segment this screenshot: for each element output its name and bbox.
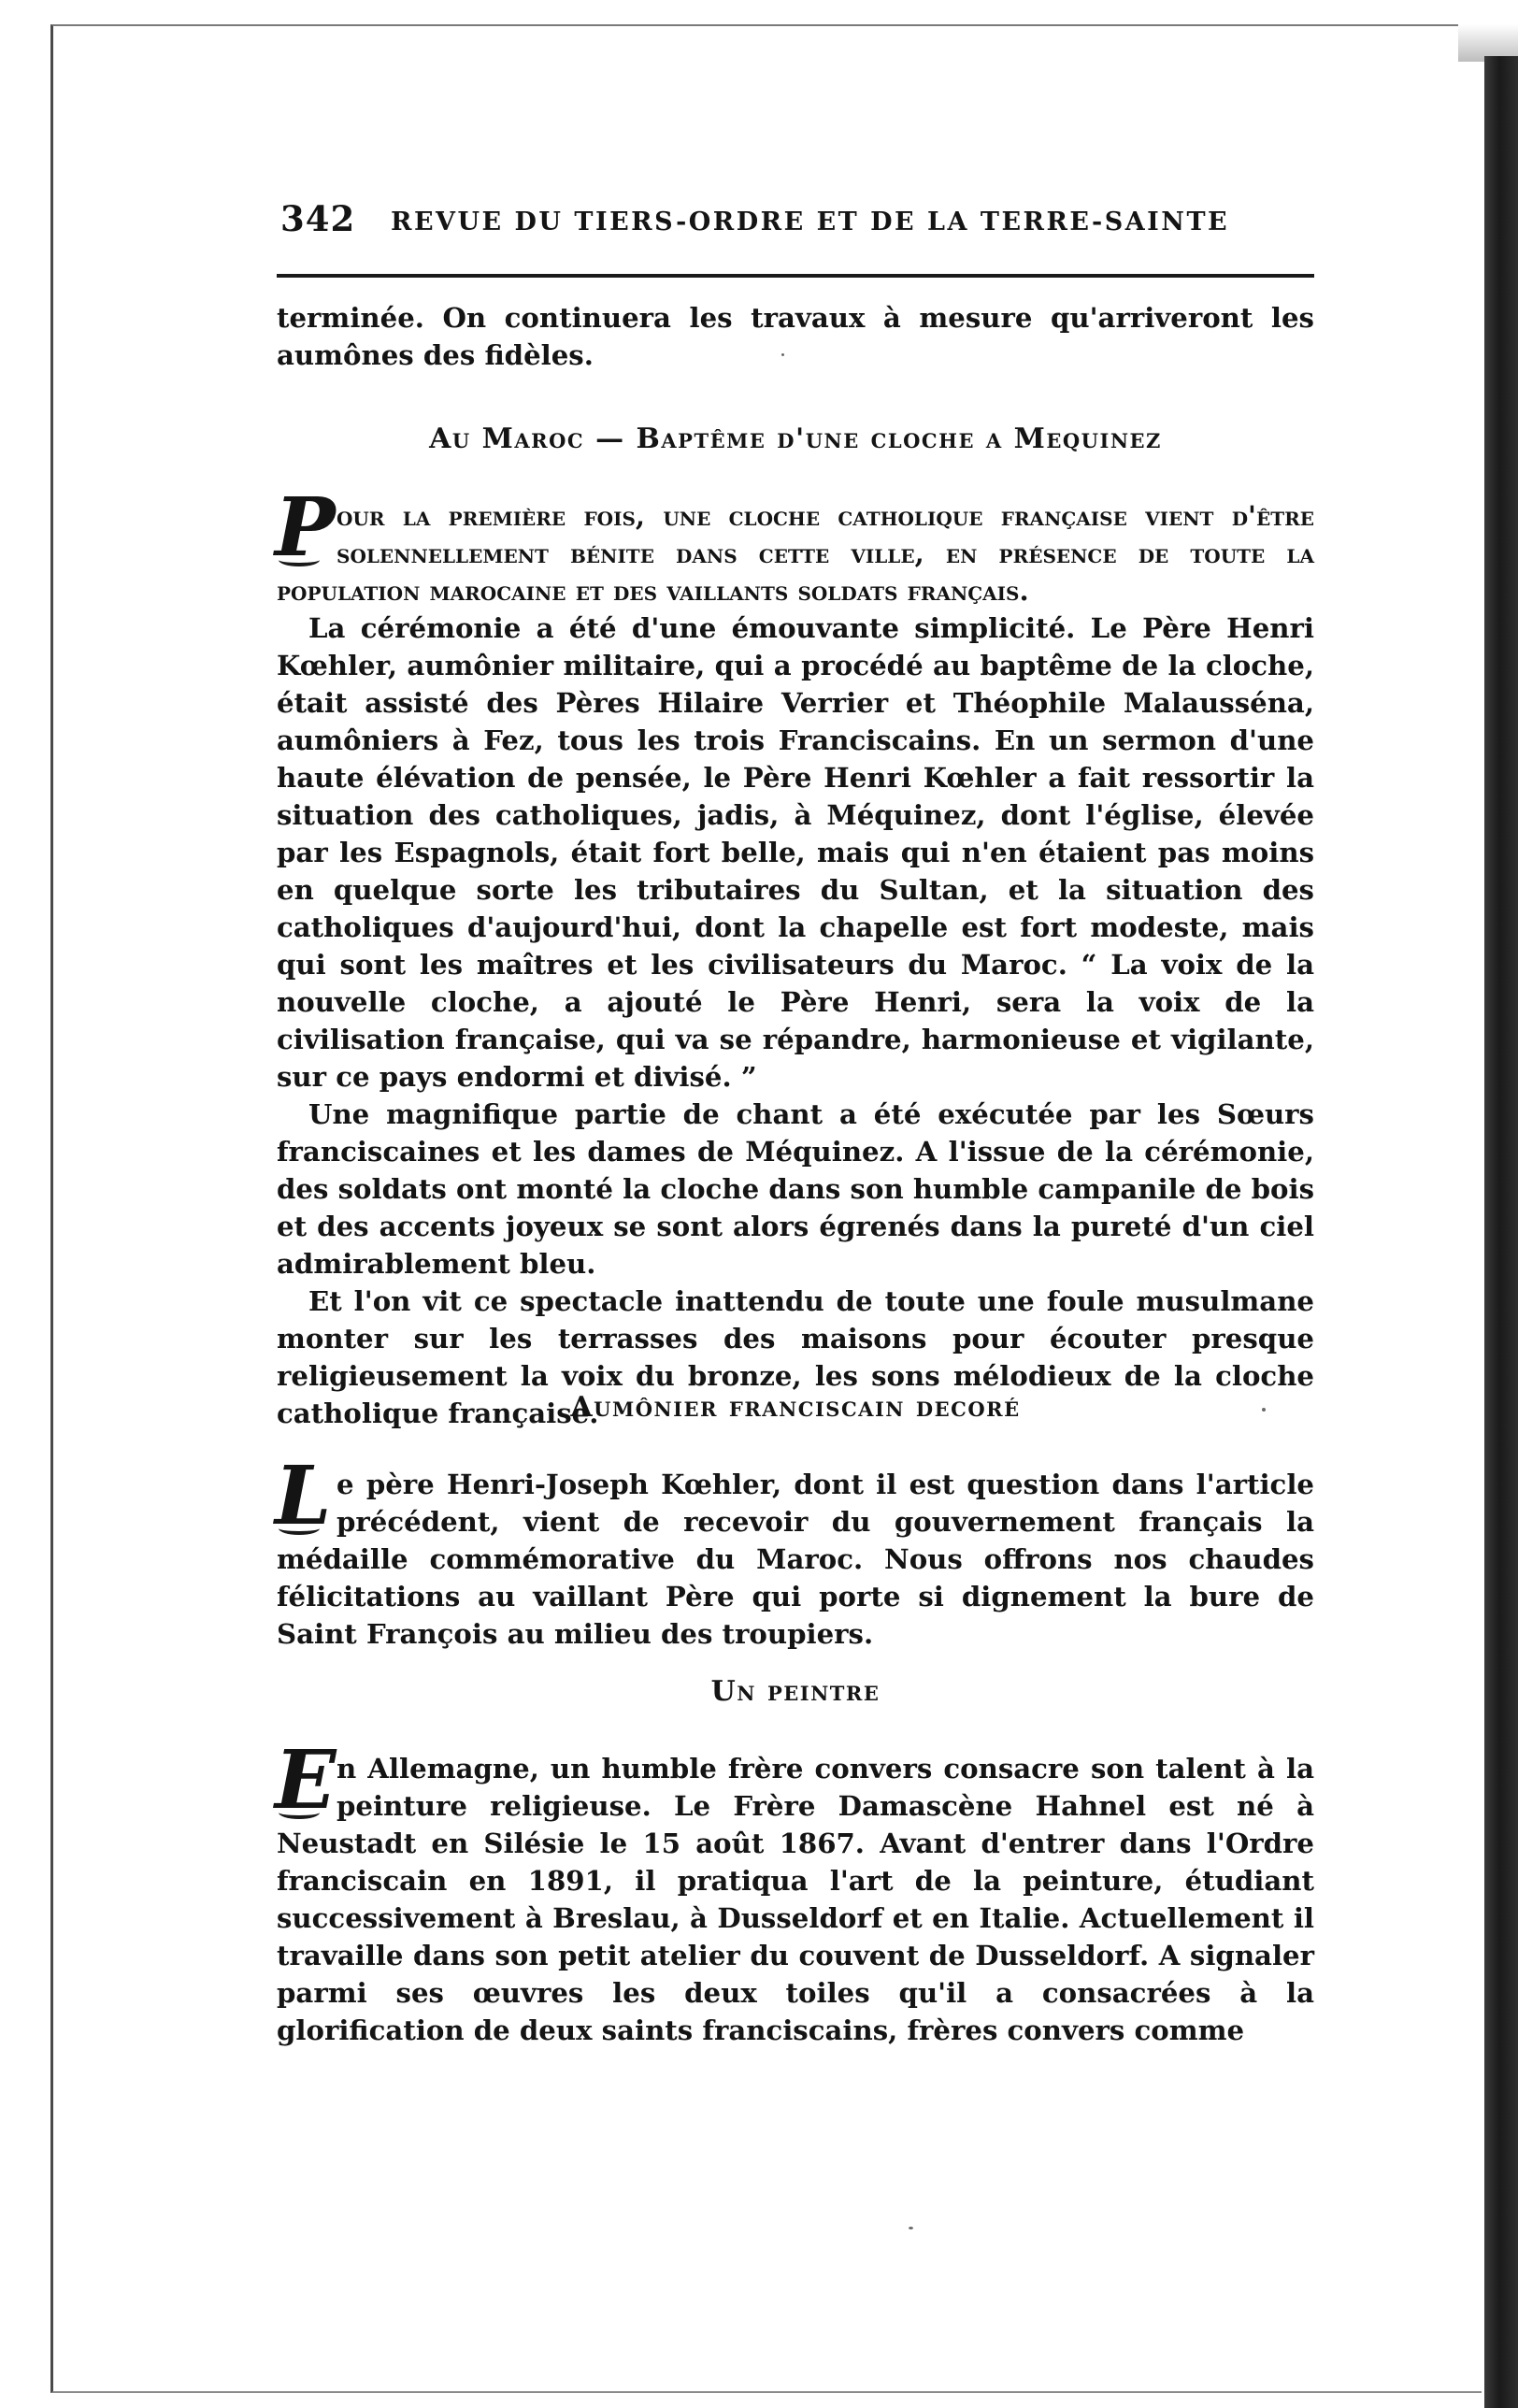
- page-number: 342: [280, 198, 356, 239]
- section-title-peintre: [277, 1675, 1314, 1708]
- running-title: REVUE DU TIERS-ORDRE ET DE LA TERRE-SAINTE: [391, 208, 1230, 236]
- paragraph: [275, 1449, 1314, 1653]
- section-title-maroc-prefix: Au Maroc —: [429, 423, 637, 455]
- section-title-aumonier: [277, 1391, 1314, 1424]
- dropcap-p: P: [275, 480, 336, 575]
- intro-paragraph: [277, 299, 1314, 374]
- paragraph: [275, 1733, 1314, 2049]
- paragraph: La cérémonie a été d'une émouvante simplicité. Le Père Henri Kœhler, aumônier militaire, qui a procédé au baptême de la cloche, était assisté des Pères Hilaire Verrier et Théophile Malausséna, aumôniers à Fez, tous les trois Franciscains. En un sermon d'une haute élévation de pensée, le Père Henri Kœhler a fait ressortir la situation des catholiques, jadis, à Méquinez, dont l'église, élevée par les Espagnols, était fort belle, mais qui n'en étaient pas moins en quelque sorte les tributaires du Sultan, et la situation des catholiques d'aujourd'hui, dont la chapelle est fort modeste, mais qui sont les maîtres et les civilisateurs du Maroc. “ La voix de la nouvelle cloche, a ajouté le Père Henri, sera la voix de la civilisation française, qui va se répandre, harmonieuse et vigilante, sur ce pays endormi et divisé. ”: [277, 612, 1314, 1093]
- section-body-maroc: [275, 480, 1314, 1432]
- facing-page-edge: [1484, 56, 1518, 2408]
- section-body-aumonier: [275, 1449, 1314, 1653]
- section-title-aumonier-main: Aumônier franciscain decoré: [570, 1391, 1021, 1424]
- paragraph: Et l'on vit ce spectacle inattendu de toute une foule musulmane monter sur les terrasses des maisons pour écouter presque religieusement la voix du bronze, les sons mélodieux de la cloche catholique française.: [277, 1285, 1314, 1429]
- intro-text: terminée. On continuera les travaux à mesure qu'arriveront les aumônes des fidèles.: [277, 302, 1314, 371]
- section-title-peintre-main: Un peintre: [710, 1675, 881, 1708]
- scan-speck: [781, 353, 784, 356]
- scan-speck: [909, 2227, 913, 2229]
- dropcap-e: E: [275, 1733, 337, 1828]
- header-rule: [277, 274, 1314, 278]
- paragraph-text: e père Henri-Joseph Kœhler, dont il est question dans l'article précédent, vient de recevoir du gouvernement français la médaille commémorative du Maroc. Nous offrons nos chaudes félicitations au vaillant Père qui porte si dignement la bure de Saint François au milieu des troupiers.: [277, 1469, 1314, 1650]
- section-title-maroc: [277, 423, 1314, 455]
- section-body-peintre: [275, 1733, 1314, 2049]
- running-header: [280, 194, 1313, 251]
- dropcap-l: L: [275, 1449, 332, 1543]
- paragraph: [275, 480, 1314, 609]
- paragraph: Une magnifique partie de chant a été exécutée par les Sœurs franciscaines et les dames de Méquinez. A l'issue de la cérémonie, des soldats ont monté la cloche dans son humble campanile de bois et des accents joyeux se sont alors égrenés dans la pureté d'un ciel admirablement bleu.: [277, 1098, 1314, 1280]
- scan-speck: [1262, 1408, 1266, 1412]
- paragraph-text: n Allemagne, un humble frère convers consacre son talent à la peinture religieuse. Le Frère Damascène Hahnel est né à Neustadt en Silésie le 15 août 1867. Avant d'entrer dans l'Ordre franciscain en 1891, il pratiqua l'art de la peinture, étudiant successivement à Breslau, à Dusseldorf et en Italie. Actuellement il travaille dans son petit atelier du couvent de Dusseldorf. A signaler parmi ses œuvres les deux toiles qu'il a consacrées à la glorification de deux saints franciscains, frères convers comme: [277, 1753, 1314, 2046]
- paragraph-text: our la première fois, une cloche catholique française vient d'être solennellement bénite dans cette ville, en présence de toute la population marocaine et des vaillants soldats français.: [277, 500, 1314, 607]
- section-title-maroc-main: Baptême d'une cloche a Mequinez: [636, 423, 1162, 455]
